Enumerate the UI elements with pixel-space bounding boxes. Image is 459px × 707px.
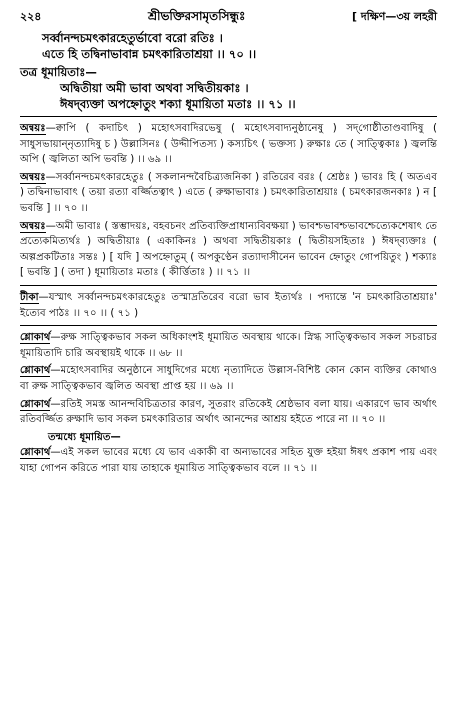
anvaya-label: অন্বয়ঃ — [20, 171, 46, 183]
sub-heading: তন্মধ্যে ধূমায়িত— — [48, 431, 121, 443]
divider — [20, 285, 437, 286]
anvaya-70 — [20, 170, 437, 217]
tika-text: —যস্মাৎ সর্ব্বানন্দচমৎকারহেতুঃ তস্মাদ্রতিরেব বরো ভাব ইত্যর্থঃ । পদ্যান্তে 'ন চমৎকারিতাশ্রয়াঃ' ইত্যেব পাঠঃ ।। ৭০ ।। ( ৭১ ) — [20, 291, 437, 319]
anvaya-text: —সর্ব্বানন্দচমৎকারহেতুঃ ( সকলানন্দবৈচিত্র্যজনিকা ) রতিরেব বরঃ ( শ্রেষ্ঠঃ ) ভাবঃ হি ( অতএব ) তদ্বিনাভাবাৎ ( তয়া রত্যা বর্জ্জিতত্বাৎ ) এতে ( রুক্ষাভাবাঃ ) চমৎকারিতাশ্রয়াঃ ( চমৎকারজনকাঃ ) ন [ ভবন্তি ] ।। ৭০ ।। — [20, 171, 437, 214]
verse-heading: তত্র ধূমায়িতাঃ— — [20, 65, 97, 79]
anvaya-label: অন্বয়ঃ — [20, 220, 46, 232]
shlokartha-69 — [20, 363, 437, 394]
translation-block — [20, 330, 437, 476]
verse-block — [20, 30, 437, 112]
anvaya-text: —ক্বাপি ( কদাচিৎ ) মহোৎসবাদিরভেষু ( মহোৎসবাদ্যনুষ্ঠানেষু ) সদ্‌গোষ্ঠীতাণ্ডবাদিষু ( সাধুসভায়ান্‌নৃত্যাদিষু চ ) উল্লাসিনঃ ( উদ্দীপিতস্য ) কস্যচিৎ ( ভক্তস্য ) রুক্ষাঃ তে ( সাত্ত্বিকাঃ ) জ্বলন্তি অপি ( জ্বলিতা অপি ভবন্তি ) ।। ৬৯ ।। — [20, 123, 437, 166]
running-header — [20, 8, 437, 26]
anvaya-69 — [20, 121, 437, 168]
book-title: শ্রীভক্তিরসামৃতসিন্ধুঃ — [148, 9, 246, 23]
shlokartha-71 — [20, 445, 437, 476]
commentary-block — [20, 121, 437, 281]
shlokartha-text: —মহোৎসবাদির অনুষ্ঠানে সাধুদিগের মধ্যে নৃত্যাদিতে উল্লাস-বিশিষ্ট কোন কোন ব্যক্তির কোথাও বা রুক্ষ সাত্ত্বিকভাব জ্বলিত অবস্থা প্রাপ্ত হয় ।। ৬৯ ।। — [20, 365, 437, 392]
shlokartha-label: শ্লোকার্থ — [20, 447, 51, 459]
divider — [20, 325, 437, 326]
tika — [20, 290, 437, 321]
shlokartha-68 — [20, 330, 437, 361]
anvaya-text: —অমী ভাবাঃ ( স্তম্ভাদয়ঃ, বহবচনং প্রতিব্যক্তিপ্রাধান্যবিবক্ষয়া ) ভাবশ্চভাবশ্চভাবশ্চেত্যেকশেষাৎ তে প্রত্যেকমিত্যর্থঃ ) অদ্বিতীয়াঃ ( একাকিনঃ ) অথবা সদ্বিতীয়কাঃ ( দ্বিতীয়সহিতাঃ ) ঈষদ্‌ব্যক্তাঃ ( অল্পপ্রকটিতাঃ সন্তঃ ) [ যদি ] অপহ্নোতুম্ ( অপকুণ্ঠেন রত্যাদাসীনেন ভাবেন হ্নোতুং গোপয়িতুং ) শক্যাঃ [ ভবন্তি ] ( তদা ) ধূমায়িতাঃ মতাঃ ( কীর্ত্তিতাঃ ) ।। ৭১ ।। — [20, 220, 437, 279]
verse-line: এতে হি তদ্বিনাভাবান্ন চমৎকারিতাশ্রয়া ।। ৭০ ।। — [42, 47, 257, 61]
tika-label: টীকা — [20, 291, 39, 303]
verse-line: ঈষদ্‌ব্যক্তা অপহ্নোতুং শক্যা ধূমায়িতা মতাঃ ।। ৭১ ।। — [60, 97, 296, 111]
divider — [20, 116, 437, 117]
section-label: [ দক্ষিণ—৩য় লহরী — [352, 10, 437, 23]
shlokartha-label: শ্লোকার্থ — [20, 398, 51, 410]
anvaya-label: অন্বয়ঃ — [20, 123, 46, 134]
page-number: ২২৪ — [20, 10, 42, 23]
verse-line: অদ্বিতীয়া অমী ভাবা অথবা সদ্বিতীয়কাঃ । — [60, 81, 249, 95]
shlokartha-text: —রুক্ষ সাত্ত্বিকভাব সকল অধিকাংশই ধূমায়িত অবস্থায় থাকে। স্নিগ্ধ সাত্ত্বিকভাব সকল সচরাচর ধূমায়িতাদি চারি অবস্থায়ই থাকে ।। ৬৮ ।। — [20, 332, 437, 359]
shlokartha-text: —রতিই সমস্ত আনন্দবিচিত্রতার কারণ, সুতরাং রতিকেই শ্রেষ্ঠভাব বলা যায়। একারণে ভাব অর্থাৎ রতিবর্জ্জিত রুক্ষাদি ভাব সকল চমৎকারিতার অর্থাৎ আনন্দের আশ্রয় হইতে পারে না ।। ৭০ ।। — [20, 398, 437, 426]
shlokartha-text: —এই সকল ভাবের মধ্যে যে ভাব একাকী বা অন্যভাবের সহিত যুক্ত হইয়া ঈষৎ প্রকাশ পায় এবং যাহা গোপন করিতে পারা যায় তাহাকে ধূমায়িত সাত্ত্বিকভাব বলে ।। ৭১ ।। — [20, 447, 437, 474]
shlokartha-70 — [20, 397, 437, 428]
shlokartha-label: শ্লোকার্থ — [20, 365, 51, 377]
anvaya-71 — [20, 219, 437, 281]
shlokartha-label: শ্লোকার্থ — [20, 332, 51, 344]
verse-line: সর্ব্বানন্দচমৎকারহেতুর্ভাবো বরো রতিঃ । — [42, 31, 223, 45]
